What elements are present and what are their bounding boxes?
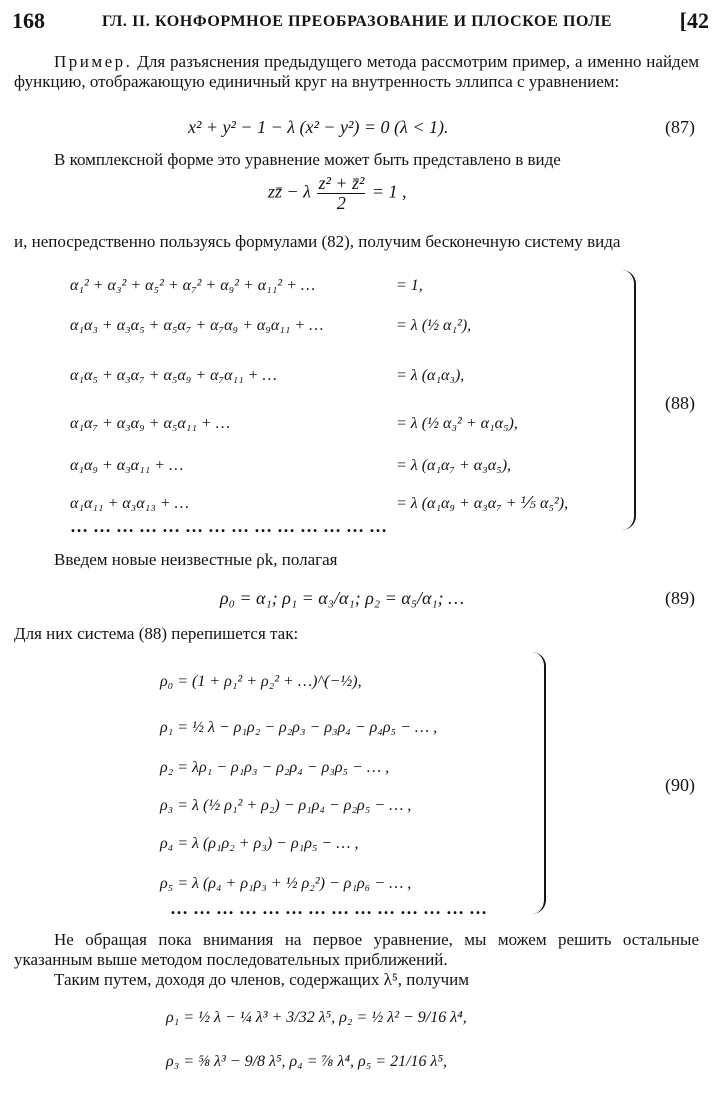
chapter-title: ГЛ. II. КОНФОРМНОЕ ПРЕОБРАЗОВАНИЕ И ПЛОСКОЕ ПОЛЕ: [102, 13, 613, 30]
intro-paragraph: [14, 52, 699, 92]
system-88-row-5-lhs: α₁α₉ + α₃α₁₁ + …: [70, 457, 184, 474]
running-header: [12, 8, 709, 38]
system-90-row-4: ρ₃ = λ (½ ρ₁² + ρ₂) − ρ₁ρ₄ − ρ₂ρ₅ − … ,: [160, 797, 412, 814]
equation-89: ρ₀ = α₁; ρ₁ = α₃/α₁; ρ₂ = α₅/α₁; …: [220, 588, 465, 608]
system-88-row-6-rhs: = λ (α₁α₉ + α₃α₇ + ⅕ α₅²),: [396, 495, 569, 512]
system-88-row-5-rhs: = λ (α₁α₇ + α₃α₅),: [396, 457, 512, 474]
formulas-82-text: и, непосредственно пользуясь формулами (82), получим бесконечную систему вида: [14, 232, 621, 251]
equation-number-88: (88): [665, 393, 695, 413]
example-label: Пример.: [54, 52, 133, 71]
equation-complex: [268, 174, 407, 213]
system-88-row-2-lhs: α₁α₃ + α₃α₅ + α₅α₇ + α₇α₉ + α₉α₁₁ + …: [70, 317, 324, 334]
lambda-paragraph: Таким путем, доходя до членов, содержащих λ⁵, получим: [54, 970, 470, 989]
system-88-row-3-rhs: = λ (α₁α₃),: [396, 367, 465, 384]
system-90-row-3: ρ₂ = λρ₁ − ρ₁ρ₃ − ρ₂ρ₄ − ρ₃ρ₅ − … ,: [160, 759, 390, 776]
page-number: 168: [12, 8, 45, 33]
system-88-row-1-rhs: = 1,: [396, 277, 423, 294]
system-90-row-6: ρ₅ = λ (ρ₄ + ρ₁ρ₃ + ½ ρ₂²) − ρ₁ρ₆ − … ,: [160, 875, 412, 892]
system-88-row-2-rhs: = λ (½ α₁²),: [396, 317, 472, 334]
complex-denominator: 2: [336, 192, 346, 213]
system-88-brace: [618, 270, 636, 530]
section-number: [42: [679, 8, 709, 33]
result-line-2: ρ₃ = ⅝ λ³ − 9/8 λ⁵, ρ₄ = ⅞ λ⁴, ρ₅ = 21/16 λ⁵,: [166, 1053, 448, 1070]
equation-number-90: (90): [665, 775, 695, 795]
system-88-continuation: ……………………………………: [70, 516, 392, 536]
system-88-row-6-lhs: α₁α₁₁ + α₃α₁₃ + …: [70, 495, 189, 512]
result-line-1: ρ₁ = ½ λ − ¼ λ³ + 3/32 λ⁵, ρ₂ = ½ λ² − 9/16 λ⁴,: [166, 1009, 467, 1026]
new-unknowns-text: Введем новые неизвестные ρk, полагая: [54, 550, 338, 569]
complex-numerator: z² + z̄²: [318, 173, 365, 193]
system-rewrite-text: Для них система (88) перепишется так:: [14, 624, 299, 643]
system-90-row-2: ρ₁ = ½ λ − ρ₁ρ₂ − ρ₂ρ₃ − ρ₃ρ₄ − ρ₄ρ₅ − … ,: [160, 719, 438, 736]
system-90-brace: [528, 652, 546, 914]
system-90-row-1: ρ₀ = (1 + ρ₁² + ρ₂² + …)^(−½),: [160, 673, 362, 690]
system-88-row-1-lhs: α₁² + α₃² + α₅² + α₇² + α₉² + α₁₁² + …: [70, 277, 316, 294]
system-88-row-4-lhs: α₁α₇ + α₃α₉ + α₅α₁₁ + …: [70, 415, 230, 432]
system-90-continuation: ……………………………………: [170, 898, 492, 918]
intro-text: Для разъяснения предыдущего метода рассмотрим пример, а именно найдем функцию, отображающую единичный круг на внутренность эллипса с уравнением:: [14, 52, 699, 91]
system-90-row-5: ρ₄ = λ (ρ₁ρ₂ + ρ₃) − ρ₁ρ₅ − … ,: [160, 835, 359, 852]
equation-number-87: (87): [665, 117, 695, 137]
system-88-row-4-rhs: = λ (½ α₃² + α₁α₅),: [396, 415, 518, 432]
equation-87: x² + y² − 1 − λ (x² − y²) = 0 (λ < 1).: [188, 117, 449, 137]
system-88-row-3-lhs: α₁α₅ + α₃α₇ + α₅α₉ + α₇α₁₁ + …: [70, 367, 277, 384]
equation-number-89: (89): [665, 588, 695, 608]
complex-lhs: zz̄ − λ: [268, 181, 311, 202]
complex-rhs: = 1 ,: [371, 181, 407, 202]
complex-fraction: [317, 174, 365, 213]
approximation-paragraph: Не обращая пока внимания на первое уравнение, мы можем решить остальные указанным выше методом последовательных приближений.: [14, 930, 699, 969]
complex-form-text: В комплексной форме это уравнение может быть представлено в виде: [54, 150, 561, 169]
